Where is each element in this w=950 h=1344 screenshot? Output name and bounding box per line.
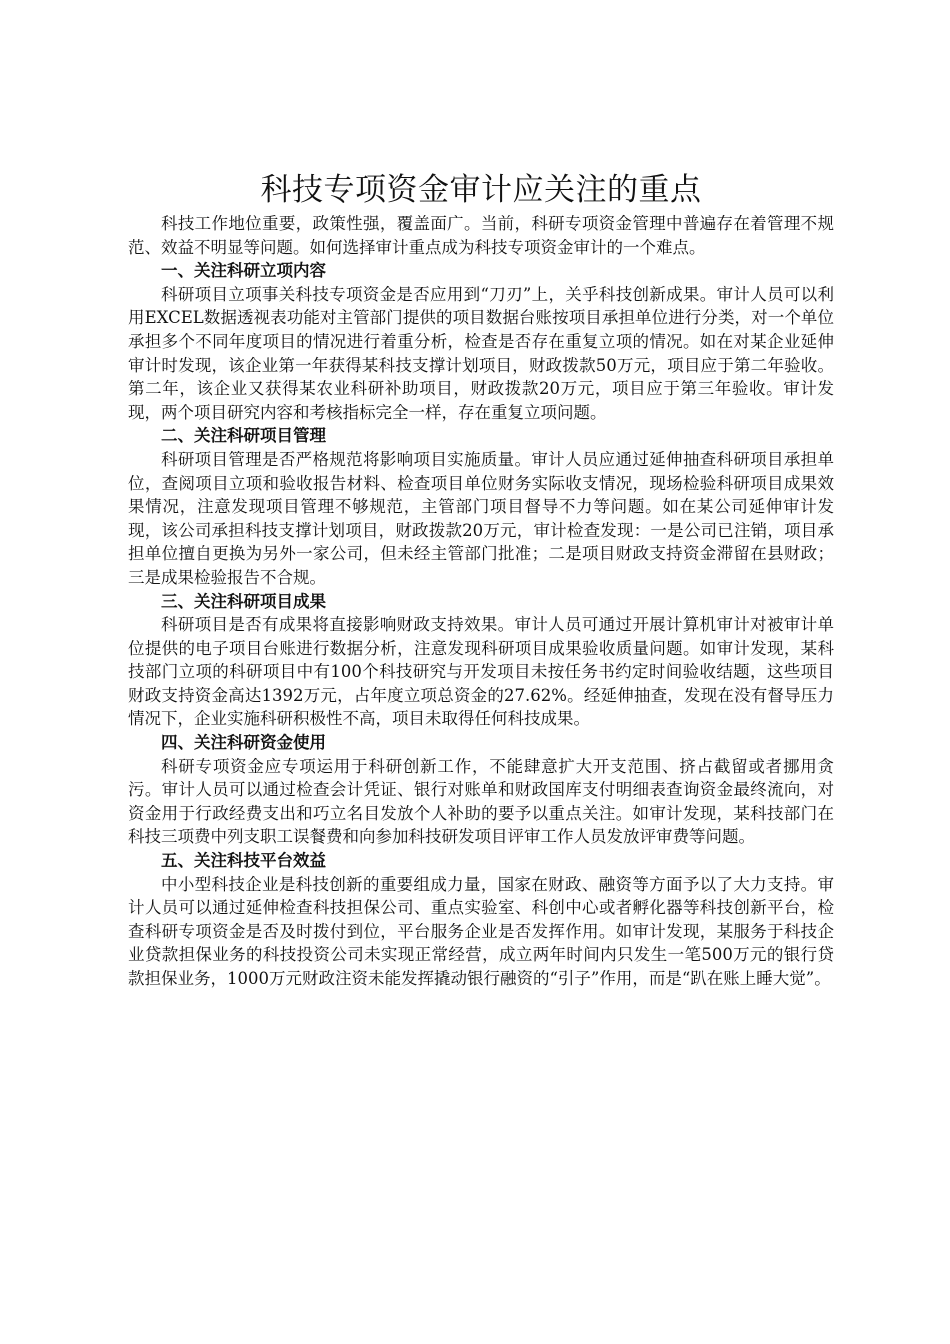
- intro-paragraph: 科技工作地位重要，政策性强，覆盖面广。当前，科研专项资金管理中普遍存在着管理不规范、效益不明显等问题。如何选择审计重点成为科技专项资金审计的一个难点。: [128, 214, 834, 257]
- section-body: 科研专项资金应专项运用于科研创新工作，不能肆意扩大开支范围、挤占截留或者挪用贪污。审计人员可以通过检查会计凭证、银行对账单和财政国库支付明细表查询资金最终流向，对资金用于行政经费支出和巧立名目发放个人补助的要予以重点关注。如审计发现，某科技部门在科技三项费中列支职工误餐费和向参加科技研发项目评审工作人员发放评审费等问题。: [128, 756, 834, 847]
- document-title: 科技专项资金审计应关注的重点: [260, 172, 702, 208]
- section-heading: 二、关注科研项目管理: [161, 426, 326, 446]
- section-2: [128, 424, 834, 589]
- section-heading: 三、关注科研项目成果: [161, 591, 326, 611]
- section-5: [128, 849, 834, 991]
- section-body: 中小型科技企业是科技创新的重要组成力量，国家在财政、融资等方面予以了大力支持。审计人员可以通过延伸检查科技担保公司、重点实验室、科创中心或者孵化器等科技创新平台，检查科研专项资金是否及时拨付到位，平台服务企业是否发挥作用。如审计发现，某服务于科技企业贷款担保业务的科技投资公司未实现正常经营，成立两年时间内只发生一笔500万元的银行贷款担保业务，1000万元财政注资未能发挥撬动银行融资的“引子”作用，而是“趴在账上睡大觉”。: [128, 874, 834, 988]
- section-body: 科研项目是否有成果将直接影响财政支持效果。审计人员可通过开展计算机审计对被审计单位提供的电子项目台账进行数据分析，注意发现科研项目成果验收质量问题。如审计发现，某科技部门立项的科研项目中有100个科技研究与开发项目未按任务书约定时间验收结题，这些项目财政支持资金高达1392万元，占年度立项总资金的27.62%。经延伸抽查，发现在没有督导压力情况下，企业实施科研积极性不高，项目未取得任何科技成果。: [128, 615, 834, 729]
- section-body: 科研项目立项事关科技专项资金是否应用到“刀刃”上，关乎科技创新成果。审计人员可以利用EXCEL数据透视表功能对主管部门提供的项目数据台账按项目承担单位进行分类，对一个单位承担多个不同年度项目的情况进行着重分析，检查是否存在重复立项的情况。如在对某企业延伸审计时发现，该企业第一年获得某科技支撑计划项目，财政拨款50万元，项目应于第二年验收。第二年，该企业又获得某农业科研补助项目，财政拨款20万元，项目应于第三年验收。审计发现，两个项目研究内容和考核指标完全一样，存在重复立项问题。: [128, 284, 834, 422]
- section-1: [128, 259, 834, 424]
- document-page: [128, 168, 834, 991]
- section-heading: 四、关注科研资金使用: [161, 733, 326, 753]
- section-3: [128, 590, 834, 732]
- section-heading: 一、关注科研立项内容: [161, 261, 326, 281]
- section-4: [128, 731, 834, 849]
- section-heading: 五、关注科技平台效益: [161, 851, 326, 871]
- section-body: 科研项目管理是否严格规范将影响项目实施质量。审计人员应通过延伸抽查科研项目承担单位，查阅项目立项和验收报告材料、检查项目单位财务实际收支情况，现场检验科研项目成果效果情况，注意发现项目管理不够规范，主管部门项目督导不力等问题。如在某公司延伸审计发现，该公司承担科技支撑计划项目，财政拨款20万元，审计检查发现：一是公司已注销，项目承担单位擅自更换为另外一家公司，但未经主管部门批准；二是项目财政支持资金滞留在县财政；三是成果检验报告不合规。: [128, 449, 834, 587]
